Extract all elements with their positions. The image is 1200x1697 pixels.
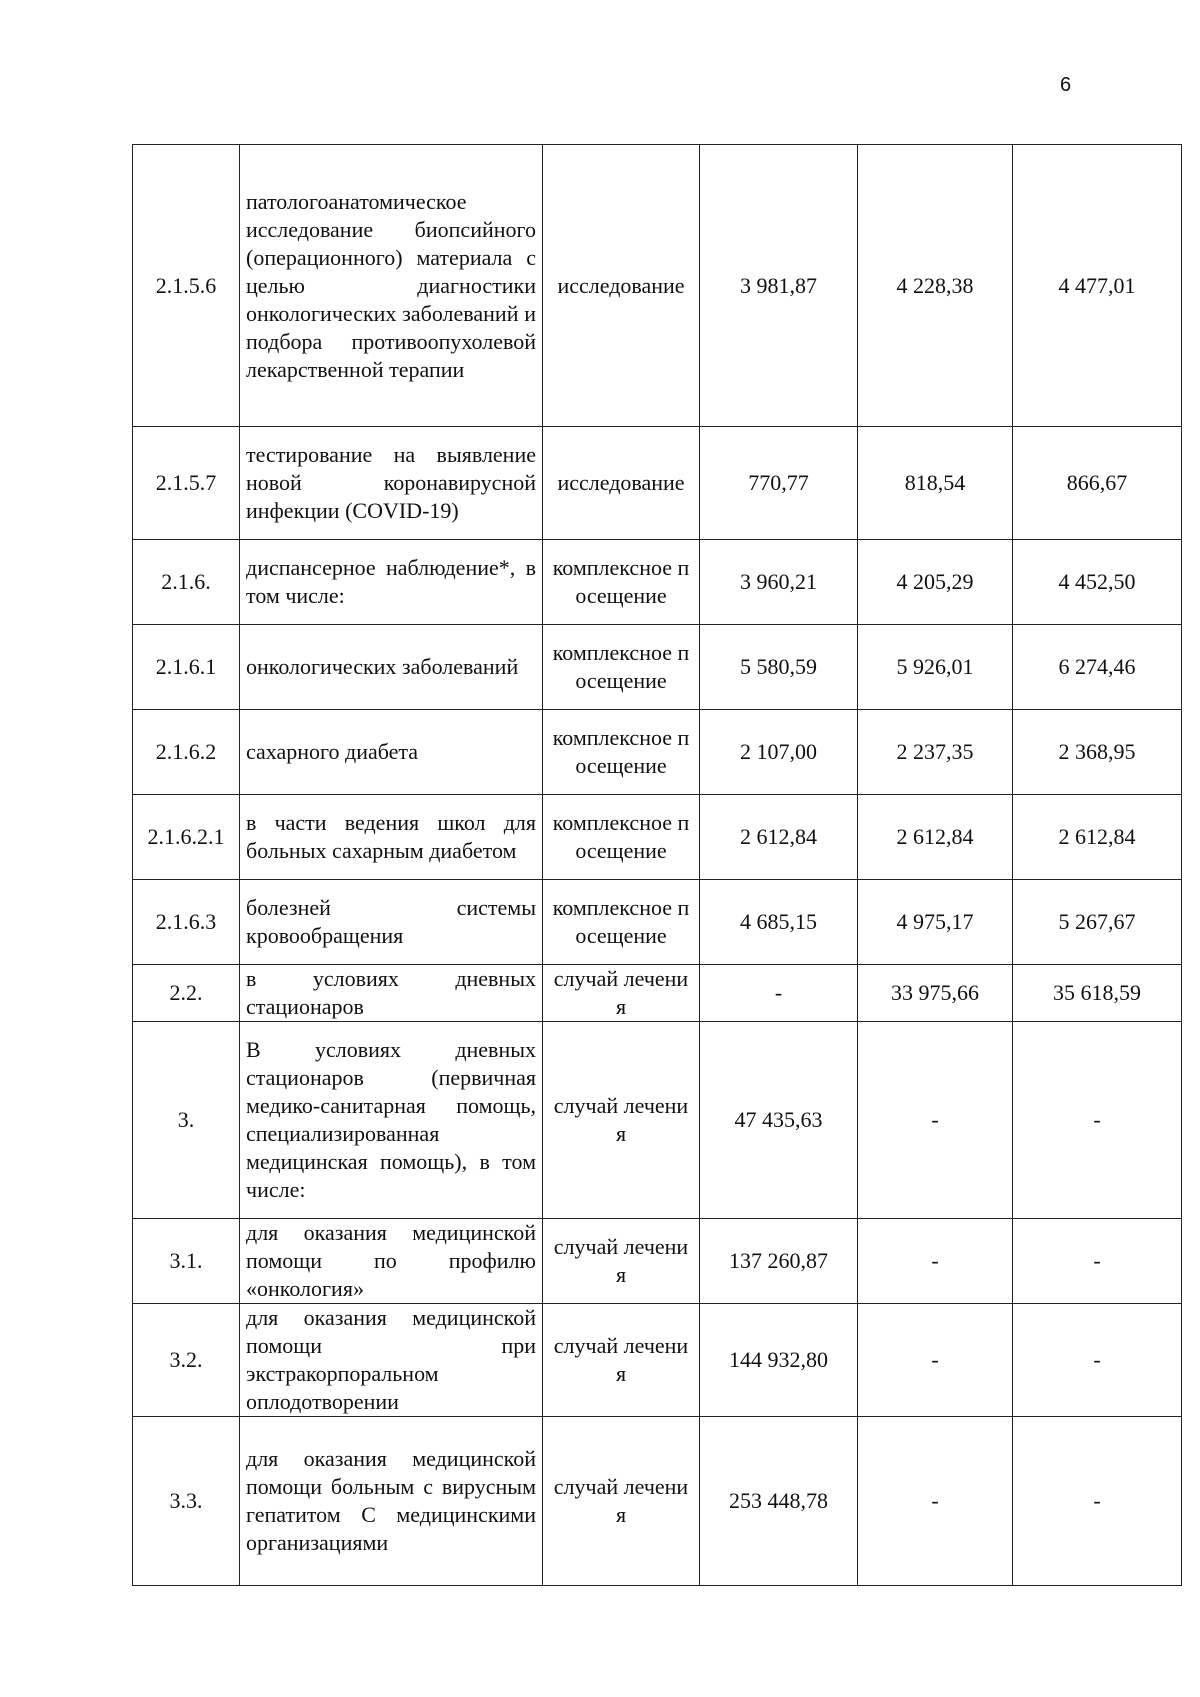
- row-value-1: 47 435,63: [700, 1022, 858, 1219]
- table-body: [133, 145, 1182, 1586]
- row-name: онкологических заболеваний: [240, 625, 543, 710]
- row-value-2: 2 237,35: [858, 710, 1013, 795]
- row-value-1: 3 960,21: [700, 540, 858, 625]
- row-unit: случай лечения: [543, 1304, 700, 1417]
- row-unit: комплексное посещение: [543, 710, 700, 795]
- row-value-2: 818,54: [858, 427, 1013, 540]
- row-number: 2.1.5.6: [133, 145, 240, 427]
- table-row: [133, 795, 1182, 880]
- row-name: сахарного диабета: [240, 710, 543, 795]
- table-row: [133, 965, 1182, 1022]
- table-row: [133, 540, 1182, 625]
- table-row: [133, 625, 1182, 710]
- row-value-2: -: [858, 1304, 1013, 1417]
- table-row: [133, 1022, 1182, 1219]
- row-value-2: 4 228,38: [858, 145, 1013, 427]
- table-row: [133, 1417, 1182, 1586]
- row-unit: комплексное посещение: [543, 540, 700, 625]
- row-value-1: -: [700, 965, 858, 1022]
- row-value-3: -: [1013, 1304, 1182, 1417]
- row-value-3: -: [1013, 1219, 1182, 1304]
- row-value-3: -: [1013, 1417, 1182, 1586]
- row-number: 2.1.6.3: [133, 880, 240, 965]
- row-unit: случай лечения: [543, 1219, 700, 1304]
- row-name: в условиях дневных стационаров: [240, 965, 543, 1022]
- row-value-1: 144 932,80: [700, 1304, 858, 1417]
- row-name: в части ведения школ для больных сахарным диабетом: [240, 795, 543, 880]
- row-value-3: 866,67: [1013, 427, 1182, 540]
- table-row: [133, 1304, 1182, 1417]
- table-row: [133, 145, 1182, 427]
- row-number: 2.1.6.1: [133, 625, 240, 710]
- table-row: [133, 1219, 1182, 1304]
- table-row: [133, 880, 1182, 965]
- row-value-3: 35 618,59: [1013, 965, 1182, 1022]
- row-name: для оказания медицинской помощи больным с вирусным гепатитом С медицинскими организациями: [240, 1417, 543, 1586]
- row-unit: исследование: [543, 145, 700, 427]
- page-number: 6: [1060, 74, 1072, 96]
- row-number: 3.2.: [133, 1304, 240, 1417]
- row-value-3: 4 452,50: [1013, 540, 1182, 625]
- row-value-1: 4 685,15: [700, 880, 858, 965]
- row-unit: случай лечения: [543, 965, 700, 1022]
- row-name: диспансерное наблюдение*, в том числе:: [240, 540, 543, 625]
- tariff-table: [132, 144, 1182, 1586]
- row-value-2: 4 975,17: [858, 880, 1013, 965]
- row-unit: случай лечения: [543, 1417, 700, 1586]
- row-value-1: 2 612,84: [700, 795, 858, 880]
- row-value-3: 2 612,84: [1013, 795, 1182, 880]
- row-value-2: -: [858, 1417, 1013, 1586]
- row-name: для оказания медицинской помощи при экстракорпоральном оплодотворении: [240, 1304, 543, 1417]
- row-value-2: -: [858, 1022, 1013, 1219]
- row-number: 2.2.: [133, 965, 240, 1022]
- row-value-2: 33 975,66: [858, 965, 1013, 1022]
- row-unit: комплексное посещение: [543, 625, 700, 710]
- row-value-1: 3 981,87: [700, 145, 858, 427]
- row-value-2: -: [858, 1219, 1013, 1304]
- row-name: В условиях дневных стационаров (первичная медико-санитарная помощь, специализированная медицинская помощь), в том числе:: [240, 1022, 543, 1219]
- row-value-3: -: [1013, 1022, 1182, 1219]
- row-value-1: 253 448,78: [700, 1417, 858, 1586]
- row-unit: комплексное посещение: [543, 880, 700, 965]
- row-unit: комплексное посещение: [543, 795, 700, 880]
- row-value-3: 2 368,95: [1013, 710, 1182, 795]
- row-name: патологоанатомическое исследование биопсийного (операционного) материала с целью диагностики онкологических заболеваний и подбора противоопухолевой лекарственной терапии: [240, 145, 543, 427]
- row-name: тестирование на выявление новой коронавирусной инфекции (COVID-19): [240, 427, 543, 540]
- row-number: 2.1.6.2: [133, 710, 240, 795]
- row-unit: случай лечения: [543, 1022, 700, 1219]
- row-unit: исследование: [543, 427, 700, 540]
- row-value-3: 4 477,01: [1013, 145, 1182, 427]
- table-row: [133, 710, 1182, 795]
- table-row: [133, 427, 1182, 540]
- row-value-3: 5 267,67: [1013, 880, 1182, 965]
- row-number: 2.1.6.2.1: [133, 795, 240, 880]
- row-value-2: 4 205,29: [858, 540, 1013, 625]
- row-value-2: 2 612,84: [858, 795, 1013, 880]
- row-number: 2.1.5.7: [133, 427, 240, 540]
- row-value-1: 5 580,59: [700, 625, 858, 710]
- row-number: 3.: [133, 1022, 240, 1219]
- row-value-1: 137 260,87: [700, 1219, 858, 1304]
- row-number: 2.1.6.: [133, 540, 240, 625]
- row-value-3: 6 274,46: [1013, 625, 1182, 710]
- row-number: 3.3.: [133, 1417, 240, 1586]
- row-value-1: 2 107,00: [700, 710, 858, 795]
- row-value-2: 5 926,01: [858, 625, 1013, 710]
- row-name: для оказания медицинской помощи по профилю «онкология»: [240, 1219, 543, 1304]
- row-name: болезней системы кровообращения: [240, 880, 543, 965]
- row-value-1: 770,77: [700, 427, 858, 540]
- row-number: 3.1.: [133, 1219, 240, 1304]
